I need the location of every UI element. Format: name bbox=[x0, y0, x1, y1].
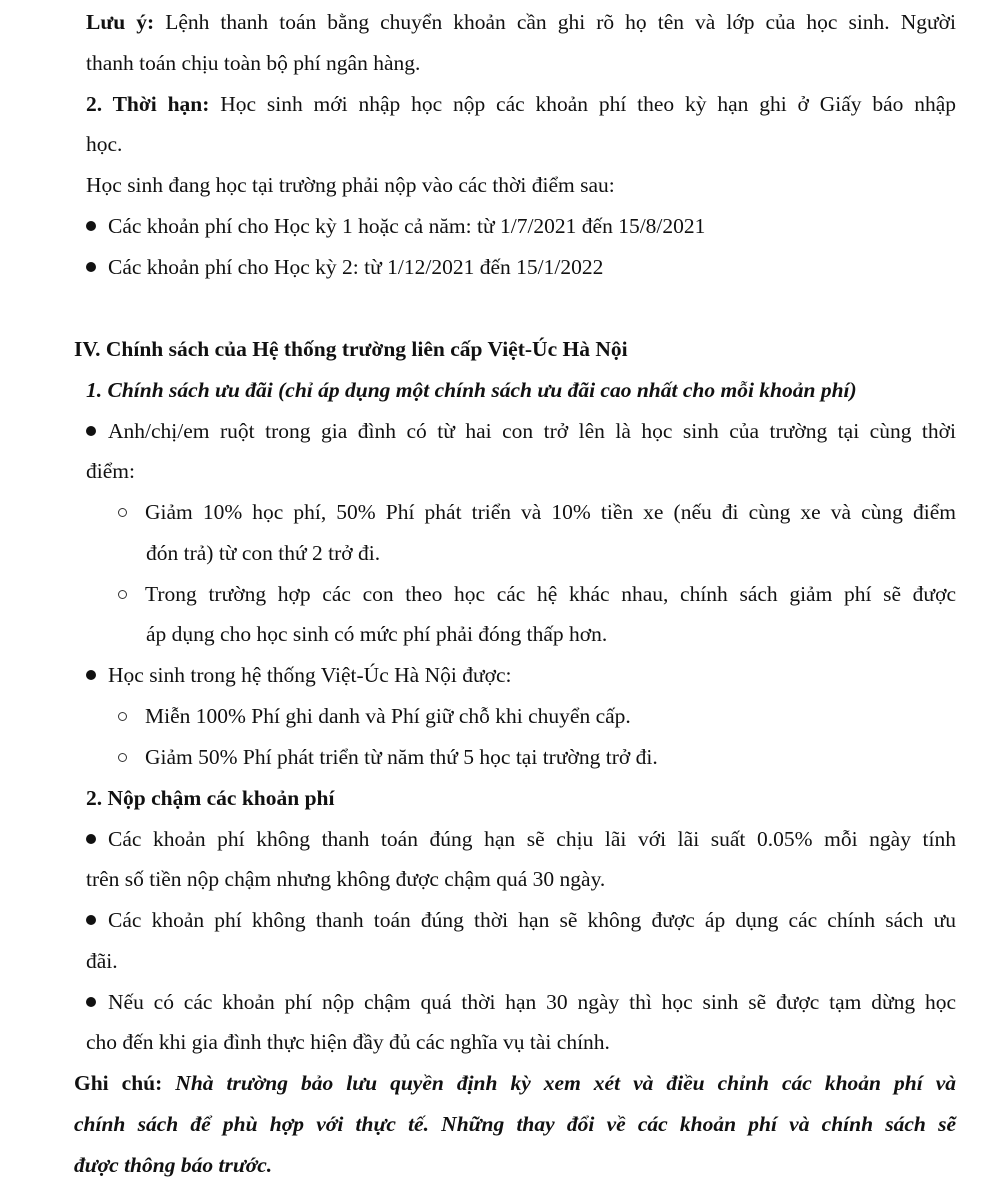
section-heading: IV. Chính sách của Hệ thống trường liên cấp Việt-Úc Hà Nội bbox=[74, 337, 628, 361]
bullet-icon bbox=[86, 221, 96, 231]
circle-bullet-icon bbox=[118, 753, 127, 762]
term2-item bbox=[86, 252, 603, 282]
term1-item bbox=[86, 211, 705, 241]
footnote-line2: chính sách để phù hợp với thực tế. Những thay đổi về các khoản phí và chính sách sẽ bbox=[74, 1112, 956, 1136]
footnote-text1: Nhà trường bảo lưu quyền định kỳ xem xét và điều chỉnh các khoản phí và bbox=[162, 1071, 956, 1095]
system-students-text: Học sinh trong hệ thống Việt-Úc Hà Nội được: bbox=[108, 663, 512, 687]
diff-item-line2: áp dụng cho học sinh có mức phí phải đóng thấp hơn. bbox=[146, 622, 608, 646]
late2-text: Các khoản phí không thanh toán đúng thời hạn sẽ không được áp dụng các chính sách ưu bbox=[108, 908, 956, 932]
bullet-icon bbox=[86, 262, 96, 272]
sibling-text: Anh/chị/em ruột trong gia đình có từ hai con trở lên là học sinh của trường tại cùng thời bbox=[108, 419, 956, 443]
sibling-item-line1 bbox=[86, 416, 956, 446]
sibling-item-line2: điểm: bbox=[86, 459, 135, 483]
bullet-icon bbox=[86, 670, 96, 680]
diff-text: Trong trường hợp các con theo học các hệ khác nhau, chính sách giảm phí sẽ được bbox=[145, 582, 956, 606]
term1-text: Các khoản phí cho Học kỳ 1 hoặc cả năm: từ 1/7/2021 đến 15/8/2021 bbox=[108, 214, 706, 238]
discount-item-line2: đón trả) từ con thứ 2 trở đi. bbox=[146, 541, 381, 565]
footnote-line1 bbox=[74, 1068, 956, 1098]
bullet-icon bbox=[86, 834, 96, 844]
payment-note-line2: thanh toán chịu toàn bộ phí ngân hàng. bbox=[86, 51, 421, 75]
discount-text: Giảm 10% học phí, 50% Phí phát triển và 10% tiền xe (nếu đi cùng xe và cùng điểm bbox=[145, 500, 956, 524]
deadline-label: 2. Thời hạn: bbox=[86, 92, 210, 116]
term2-text: Các khoản phí cho Học kỳ 2: từ 1/12/2021 đến 15/1/2022 bbox=[108, 255, 604, 279]
circle-bullet-icon bbox=[118, 590, 127, 599]
deadline-line1 bbox=[86, 89, 956, 119]
footnote-label: Ghi chú: bbox=[74, 1071, 163, 1095]
payment-note-label: Lưu ý: bbox=[86, 10, 155, 34]
subsection2-heading: 2. Nộp chậm các khoản phí bbox=[86, 786, 335, 810]
late1-line2: trên số tiền nộp chậm nhưng không được chậm quá 30 ngày. bbox=[86, 867, 606, 891]
subsection1-heading: 1. Chính sách ưu đãi (chỉ áp dụng một chính sách ưu đãi cao nhất cho mỗi khoản phí) bbox=[86, 378, 857, 402]
discount-item-line1 bbox=[118, 497, 956, 527]
deadline-line2: học. bbox=[86, 132, 123, 156]
late3-line1 bbox=[86, 987, 956, 1017]
late3-line2: cho đến khi gia đình thực hiện đầy đủ các nghĩa vụ tài chính. bbox=[86, 1030, 610, 1054]
free-fee-text: Miễn 100% Phí ghi danh và Phí giữ chỗ khi chuyển cấp. bbox=[145, 704, 631, 728]
bullet-icon bbox=[86, 915, 96, 925]
bullet-icon bbox=[86, 426, 96, 436]
late2-line2: đãi. bbox=[86, 949, 118, 973]
free-fee-item bbox=[118, 701, 631, 731]
dev-fee-text: Giảm 50% Phí phát triển từ năm thứ 5 học tại trường trở đi. bbox=[145, 745, 658, 769]
bullet-icon bbox=[86, 997, 96, 1007]
diff-item-line1 bbox=[118, 579, 956, 609]
late2-line1 bbox=[86, 905, 956, 935]
payment-note-line1 bbox=[86, 7, 956, 37]
deadline-text: Học sinh mới nhập học nộp các khoản phí theo kỳ hạn ghi ở Giấy báo nhập bbox=[209, 92, 956, 116]
circle-bullet-icon bbox=[118, 712, 127, 721]
circle-bullet-icon bbox=[118, 508, 127, 517]
footnote-line3: được thông báo trước. bbox=[74, 1153, 273, 1177]
late3-text: Nếu có các khoản phí nộp chậm quá thời hạn 30 ngày thì học sinh sẽ được tạm dừng học bbox=[108, 990, 956, 1014]
system-students-item bbox=[86, 660, 511, 690]
dev-fee-item bbox=[118, 742, 658, 772]
late1-line1 bbox=[86, 824, 956, 854]
late1-text: Các khoản phí không thanh toán đúng hạn sẽ chịu lãi với lãi suất 0.05% mỗi ngày tính bbox=[108, 827, 956, 851]
current-students-text: Học sinh đang học tại trường phải nộp vào các thời điểm sau: bbox=[86, 173, 615, 197]
payment-note-text: Lệnh thanh toán bằng chuyển khoản cần ghi rõ họ tên và lớp của học sinh. Người bbox=[154, 10, 956, 34]
